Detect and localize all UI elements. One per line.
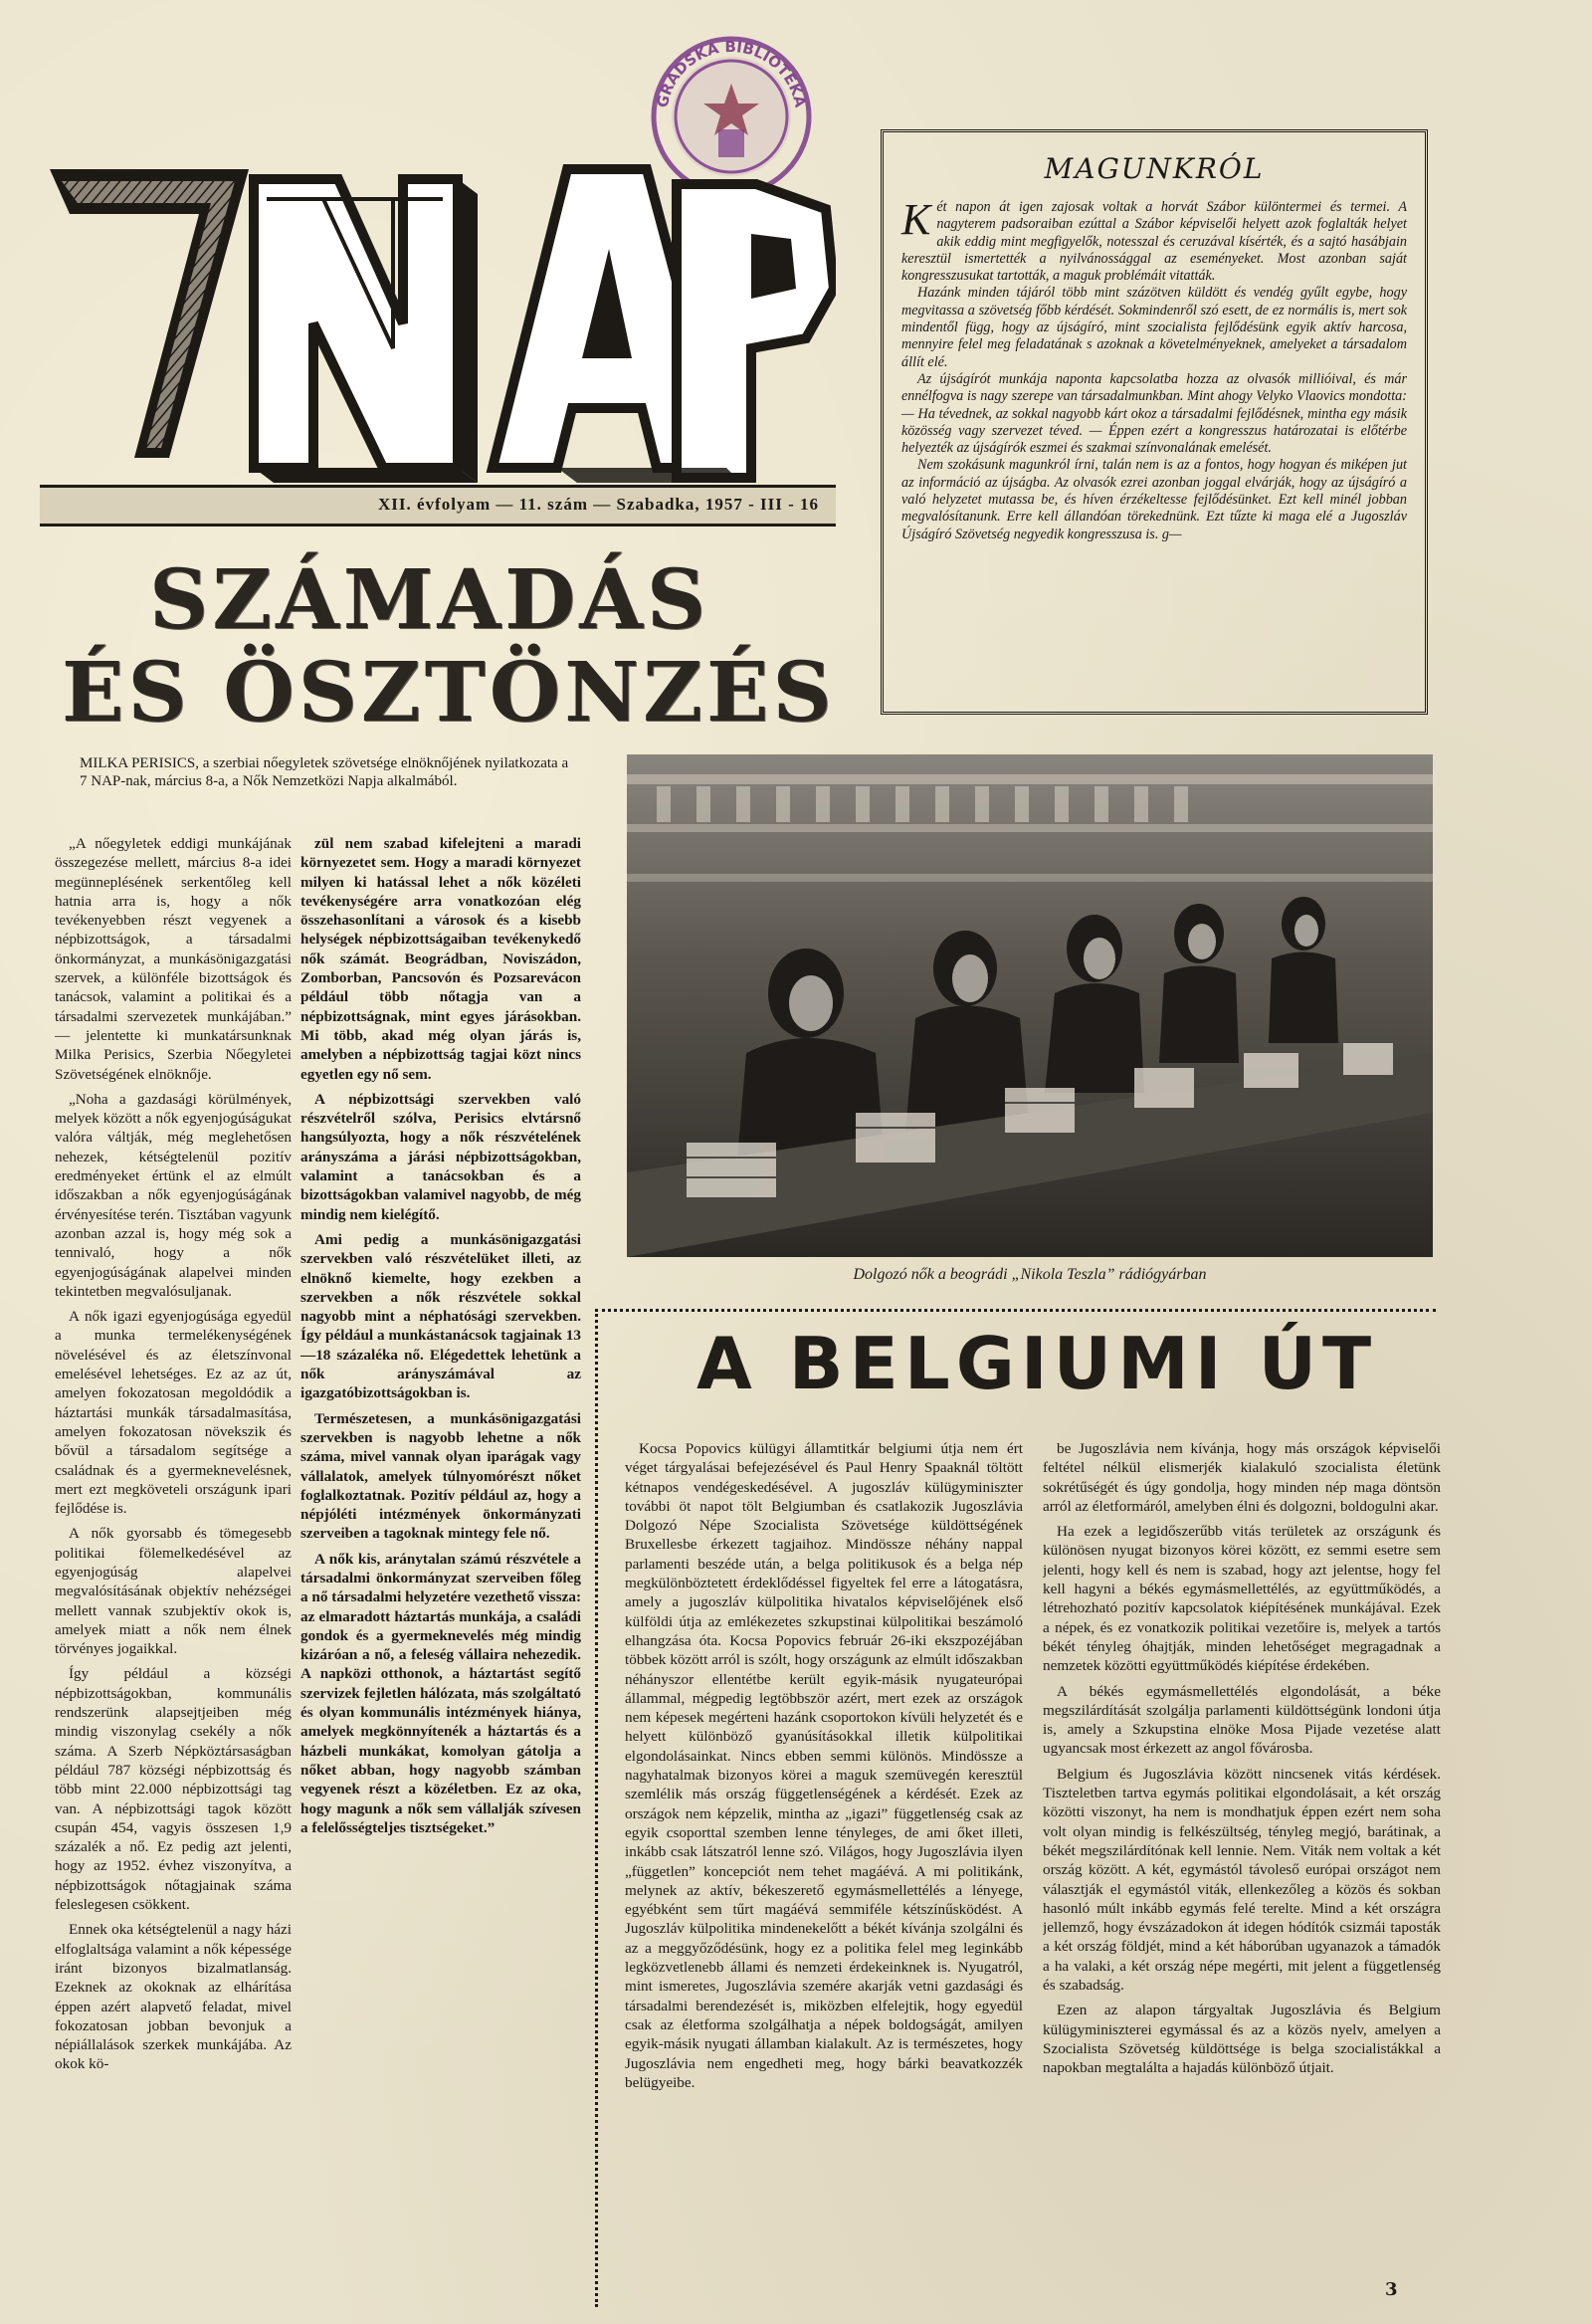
masthead-logo bbox=[40, 139, 836, 537]
paragraph: A nők kis, aránytalan számú részvétele a társadalmi önkormányzat szerveiben főleg a nő társadalmi helyzetére vezethető vissza: az elmaradott háztartás munkája, a családi gondok és a gyermeknevelés még mindig kizáróan a nő, a feleség vállaira nehezedik. A napközi otthonok, a háztartást segítő szervizek fejletlen hálózata, más szolgáltató és olyan kommunális intézmények hiánya, amelyek megkönnyítenék a háztartás és a házbeli munkákat, komolyan gátolja a nőket abban, hogy nagyobb számban vegyenek részt a közéletben. Ez az oka, hogy magunk a nők sem vállalják szívesen a felelősségteljes tisztségeket.” bbox=[300, 1550, 581, 1836]
paragraph: Természetesen, a munkásönigazgatási szervekben is nagyobb lehetne a nők száma, mivel vannak olyan iparágak vagy vállalatok, amelyek túlnyomórészt nőket foglalkoztatnak. Pozitív például az, hogy a népjóléti intézmények önkormányzati szerveiben a tagoknak mintegy fele nő. bbox=[300, 1409, 581, 1543]
paragraph: A nők igazi egyenjogúsága egyedül a munka termelékenységének növelésével és az életszínvonal emelésével lehetséges. Ez az az út, amelyen fokozatosan megoldódik a háztartási munkák társadalmasítása, amelyen fokozatosan növekszik és bővül a társadalom segítsége a családnak és a gyermeknevelésnek, mert ezt megköveteli országunk ipari fejlődése is. bbox=[55, 1308, 292, 1518]
paragraph: Belgium és Jugoszlávia között nincsenek vitás kérdések. Tiszteletben tartva egymás politikai elgondolásait, a két ország közötti viszonyt, ha nem is mondhatjuk éppen ezért nem soha volt olyan mindig is felkészültség, tényleg megjó, barátinak, a békét megszilárdítónak kell lennie. Nem. Viták nem voltak a két ország között. A két, egymástól távoleső európai országot nem választják el egymástól viták, ellenkezőleg a közös és sokban hasonló múlt inkább egymás felé terelte. Mind a két országra jellemző, hogy évszázadokon át idegen hódítók csizmái taposták a két ország földjét, mind a két háborúban ugyanazok a támadók a ha valaki, a két ország népe megérti, mit jelent a függetlenség és szabadság. bbox=[1043, 1765, 1441, 1995]
logo-7nap-icon bbox=[40, 139, 836, 537]
article-column-1 bbox=[55, 834, 292, 2307]
paragraph: Két napon át igen zajosak voltak a horvát Szábor különtermei és termei. A nagyterem padsoraiban ezúttal a Szábor képviselői helyett azok foglalták helyet akik eddig mint megfigyelők, notesszal és ceruzával kísérték, és a sajtó hasábjain keresztül ismertették a nyilvánossággal az eseményeket. Most azonban saját kongresszusukat tartották, a maguk problémáit vitatták. bbox=[901, 195, 1407, 285]
paragraph: „A nőegyletek eddigi munkájának összegezése mellett, március 8-a idei megünneplésének serkentőleg kell hatnia arra is, hogy a nők tevékenyebben részt vegyenek a népbizottságok, a társadalmi önkormányzat, a munkásönigazgatási szervek, a különféle bizottságok és tanácsok, valamint a politikai és a társadalmi szervezetek munkájában.” — jelentette ki munkatársunknak Milka Perisics, Szerbia Nőegyletei Szövetségének elnöknője. bbox=[55, 835, 292, 1083]
paragraph: Ezen az alapon tárgyaltak Jugoszlávia és Belgium külügyminiszterei egymással és az a közös nyelv, amelyen a Szocialista Szövetség küldöttsége is belga szocialistákkal a napokban megtalálta a hajadás különböző útjait. bbox=[1043, 2002, 1441, 2077]
photo-image-icon bbox=[627, 754, 1433, 1257]
article-column-2 bbox=[300, 834, 581, 2307]
factory-photo bbox=[627, 754, 1433, 1257]
paragraph: Az újságírót munkája naponta kapcsolatba hozza az olvasók millióival, és már ennélfogva is nagy szerepe van társadalmunkban. Mint ahogy Velyko Vlaovics mondotta: — Ha tévednek, az sokkal nagyobb kárt okoz a társadalmi fejlődésnek, mintha egy másik közösség vagy szervezet téved. — Éppen ezért a kongresszus határozatai is előtérbe helyezték az újságírók eszmei és szakmai színvonalának emelését. bbox=[901, 370, 1407, 457]
paragraph: Ennek oka kétségtelenül a nagy házi elfoglaltsága valamint a nők képessége iránt bizonyos bizalmatlanság. Ezeknek az okoknak az elhárítása éppen azért alapvető feladat, mivel fokozatosan jobban bevonjuk a népiállalások szerkek munkájába. Az okok kö- bbox=[55, 1921, 292, 2073]
magunkrol-title: MAGUNKRÓL bbox=[1044, 152, 1265, 185]
photo-caption: Dolgozó nők a beográdi „Nikola Teszla” rádiógyárban bbox=[853, 1266, 1207, 1283]
issue-info: XII. évfolyam — 11. szám — Szabadka, 1957 - III - 16 bbox=[378, 495, 820, 514]
belgium-headline: A BELGIUMI ÚT bbox=[696, 1322, 1378, 1405]
headline-line1: SZÁMADÁS bbox=[149, 552, 710, 648]
article-intro: MILKA PERISICS, a szerbiai nőegyletek szövetsége elnöknőjének nyilatkozata a 7 NAP-nak, március 8-a, a Nők Nemzetközi Napja alkalmából. bbox=[80, 755, 569, 789]
paragraph: Nem szokásunk magunkról írni, talán nem is az a fontos, hogy hogyan és miképen jut az információ az újságba. Az olvasók ezrei azonban joggal elvárják, hogy az újságíró a való helyzetet mutassa be, és híven érzékeltesse fejlődésünket. Ezt kell minél jobban megvalósítanunk. Erre kell állandóan törekednünk. Ezt tűzte ki maga elé a Jugoszláv Újságíró Szövetség negyedik kongresszusa is. g— bbox=[901, 457, 1407, 542]
dropcap: K bbox=[901, 195, 931, 244]
paragraph: Ami pedig a munkásönigazgatási szervekben való részvételüket illeti, az elnöknő kiemelte, hogy ezekben a szervekben a nők részvétele sokkal nagyobb mint a néphatósági szervekben. Így például a munkástanácsok tagjainak 13—18 százaléka nő. Elégedettek lehetünk a nők arányszámával az igazgatóbizottságokban is. bbox=[300, 1230, 581, 1402]
issue-line bbox=[40, 485, 836, 527]
paragraph: A békés egymásmellettélés elgondolását, a béke megszilárdítását szolgálja parlamenti küldöttségünk londoni útja is, amely a Szkupstina elnöke Mosa Pijade vezetése alatt ugyancsak most érkezett az angol fővárosba. bbox=[1043, 1682, 1441, 1758]
page-number: 3 bbox=[1385, 2279, 1398, 2300]
paragraph: zül nem szabad kifelejteni a maradi környezetet sem. Hogy a maradi környezet milyen ki hatással lehet a nők közéleti tevékenységére arra vonatkozóan elég összehasonlítani a városok és a kisebb helységek népbizottságaiban tevékenykedő nők számát. Beográdban, Noviszádon, Zomborban, Pancsovón és Pozsarevácon például több nőtagja van a népbizottságnak, mint egyes járásokban. Mi több, akad még olyan járás is, amelyben a népbizottság tagjai közt nincs egyetlen egy nő sem. bbox=[300, 835, 581, 1083]
magunkrol-text bbox=[901, 195, 1407, 543]
paragraph: A népbizottsági szervekben való részvételről szólva, Perisics elvtársnő hangsúlyozta, hogy a nők részvételének arányszáma a járási népbizottságokban, valamint a tanácsokban és a bizottságokban valamivel nagyobb, de még mindig nem kielégítő. bbox=[300, 1090, 581, 1223]
paragraph: be Jugoszlávia nem kívánja, hogy más országok képviselői feltétel nélkül elismerjék kialakuló szocialista életünk sokrétűségét és úgy gondolja, hogy minden nép maga döntsön arról az életformáról, amelyben élni és dolgozni, boldogulni akar. bbox=[1043, 1440, 1441, 1515]
paragraph: „Noha a gazdasági körülmények, melyek között a nők egyenjogúságukat valóra váltják, még meglehetősen nehezek, kétségtelenül pozitív eredményeket értünk el az elmúlt időszakban a nők egyenjogúságának érvényesítése terén. Tisztában vagyunk azonban azzal is, hogy még sok a tennivaló, hogy a nők egyenjogúságának alapelvei minden tekintetben megvalósuljanak. bbox=[55, 1090, 292, 1300]
paragraph: Így például a községi népbizottságokban, kommunális rendszerünk alapsejtjeiben még mindig viszonylag csekély a nők száma. A Szerb Népköztársaságban például 787 községi népbizottság és több mint 22.000 népbizottsági tag van. A népbizottsági tagok között csupán 454, vagyis összesen 1,9 százalék a nő. Ez pedig azt jelenti, hogy az 1952. évhez viszonyítva, a népbizottságok nőtagjainak száma feleslegesen csökkent. bbox=[55, 1665, 292, 1914]
paragraph: A nők gyorsabb és tömegesebb politikai fölemelkedésével az egyenjogúság alapelvei megvalósításának objektív nehézségei mellett vannak szubjektív okok is, amelyek miatt a nők nem élnek törvényes jogaikkal. bbox=[55, 1525, 292, 1658]
belgium-column-2 bbox=[1043, 1439, 1441, 2305]
headline-line2: ÉS ÖSZTÖNZÉS bbox=[62, 645, 836, 740]
paragraph: Ha ezek a legidőszerűbb vitás területek az országunk és különösen nyugat bizonyos körei között, ez semmi esetre sem jelenti, hogy kell és nem is szabad, hogy azt jelentse, hogy fel kell hagyni a békés egymásmellettélés, az együttműködés, a létrehozható pozitív kapcsolatok kiépítésének munkájával. Ezek a népek, és ez vonatkozik politikai vezetőire is, melyek a tartós békét tényleg óhajtják, minden lehetőséget megragadnak a nemzetek közötti együttműködés kiépítése érdekében. bbox=[1043, 1523, 1441, 1675]
svg-text:GRADSKA BIBLIOTEKA SUBOTICA: GRADSKA BIBLIOTEKA bbox=[653, 37, 810, 109]
magunkrol-box bbox=[881, 129, 1428, 715]
belgium-column-1 bbox=[625, 1439, 1023, 2305]
paragraph: Kocsa Popovics külügyi államtitkár belgiumi útja nem ért véget tárgyalásai befejezésével és Paul Henry Spaaknál töltött kétnapos vendégeskedésével. A jugoszláv külügyminiszter további öt napot tölt Belgiumban és csatlakozik Jugoszlávia Dolgozó Népe Szocialista Szövetsége küldöttségének Bruxellesbe érkezett tagjaihoz. Mindössze néhány nappal parlamenti beszéde után, a belga politikusok és a belga nép megkülönböztetett érdeklődéssel figyeltek fel erre a látogatásra, amely a jugoszláv külpolitika hivatalos képviselőjének első külföldi útja az emlékezetes szkupstinai külpolitikai beszámoló elhangzása óta. Kocsa Popovics február 26-iki ekszpozéjában többek között arról is szólt, hogy országunk az elmúlt időszakban néhányszor ellentétbe került egyik-másik nyugateurópai állammal, mégpedig legtöbbször azért, mert ezek az országok nem képesek megérteni hazánk csoportokon kívüli helyzetét és e helyett különböző gyanúsításokkal illetik külpolitikai elgondolásainkat. Nincs ebben semmi különös. Mindössze a nagyhatalmak bizonyos körei a maguk szemüvegén keresztül szemlélik más ország függetlenségének a kérdését. Ezek az országok nem képzelik, mintha az „igazi” függetlenség csak az egyik csoporttal szemben lenne tényleges, de ami őket illeti, inkább csak látszatról lenne szó. Világos, hogy Jugoszlávia ilyen „független” koncepciót nem tehet magáévá. A mi politikánk, melynek az aktív, békeszerető egymásmellettélés a lényege, egyébként sem tűrt magáévá semmiféle kétszínűsködést. A Jugoszláv külpolitika mindenekelőtt a békét kívánja szolgálni és az a meggyőződésünk, hogy ez a politika felel meg leginkább legközvetlenebb állami és nemzeti érdekeinknek is. Nyugatról, mint ismeretes, Jugoszlávia szemére akarják vetni gazdasági és társadalmi berendezését is, miközben elfelejtik, hogy egyedül csak az életforma szolgálhatja a népek boldogságát, amilyen egyik-másik nyugati államban kialakult. Az is természetes, hogy Jugoszlávia nem engedheti meg, hogy bárki beavatkozzék belügyeibe. bbox=[625, 1440, 1023, 2091]
paragraph: Hazánk minden tájáról több mint százötven küldött és vendég gyűlt egybe, hogy megvitassa a szövetség főbb kérdését. Sokmindenről szó esett, de ez normális is, mert sok mindentől függ, hogy az újságíró, mint szocialista fejlődésünk egyik aktív harcosa, mennyire felel meg feladatának s azoknak a követelményeknek, amelyeket a társadalom állít elé. bbox=[901, 285, 1407, 370]
